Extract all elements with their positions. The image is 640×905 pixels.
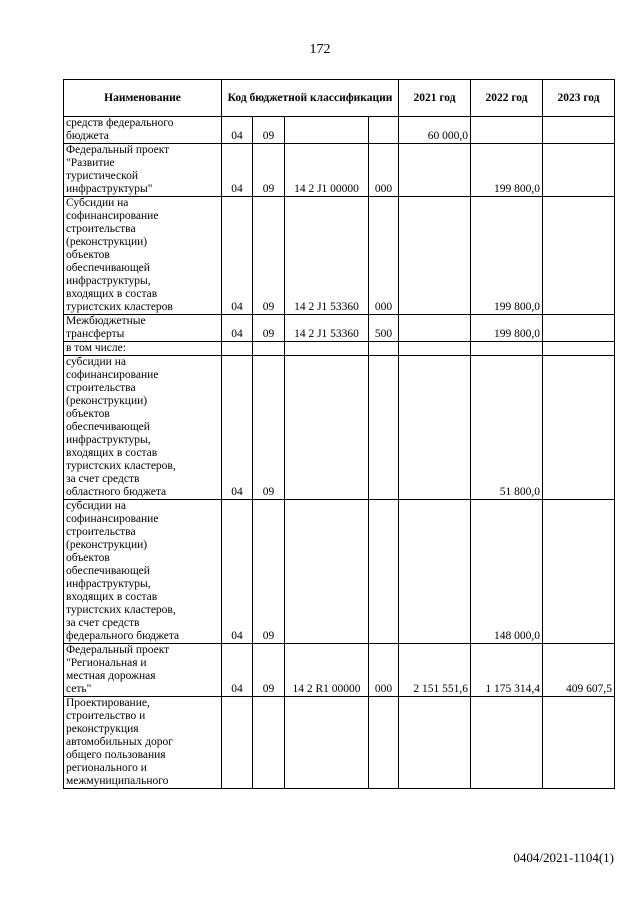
row-2023	[543, 342, 615, 356]
row-2022: 199 800,0	[471, 197, 543, 315]
row-code-article	[285, 117, 369, 144]
row-code-article: 14 2 J1 53360	[285, 315, 369, 342]
row-code-expense-type	[369, 697, 399, 789]
row-code-article: 14 2 J1 53360	[285, 197, 369, 315]
table-row	[64, 315, 615, 342]
row-name: в том числе:	[64, 342, 222, 356]
row-code-article	[285, 356, 369, 500]
row-2023	[543, 117, 615, 144]
row-code-section: 04	[222, 315, 253, 342]
row-2021	[399, 315, 471, 342]
row-2021	[399, 500, 471, 644]
page-number: 172	[309, 42, 331, 57]
row-code-section: 04	[222, 197, 253, 315]
row-name: Федеральный проект "Региональная и местная дорожная сеть"	[64, 644, 222, 697]
row-2022	[471, 697, 543, 789]
row-2022: 148 000,0	[471, 500, 543, 644]
row-code-article	[285, 342, 369, 356]
row-code-expense-type	[369, 500, 399, 644]
row-code-expense-type: 500	[369, 315, 399, 342]
row-code-expense-type	[369, 117, 399, 144]
row-code-section: 04	[222, 356, 253, 500]
row-code-article	[285, 697, 369, 789]
row-code-section: 04	[222, 117, 253, 144]
row-code-section	[222, 342, 253, 356]
row-2021	[399, 197, 471, 315]
row-2022	[471, 342, 543, 356]
row-code-subsection: 09	[253, 500, 285, 644]
row-name: Федеральный проект "Развитие туристической инфраструктуры"	[64, 144, 222, 197]
row-code-subsection: 09	[253, 356, 285, 500]
table-row	[64, 342, 615, 356]
header-2021: 2021 год	[399, 80, 471, 117]
row-name: субсидии на софинансирование строительства (реконструкции) объектов обеспечивающей инфраструктуры, входящих в состав туристских кластеров, за счет средств федерального бюджета	[64, 500, 222, 644]
row-code-expense-type	[369, 356, 399, 500]
row-2021	[399, 356, 471, 500]
row-code-article: 14 2 R1 00000	[285, 644, 369, 697]
row-code-subsection	[253, 697, 285, 789]
table-row	[64, 697, 615, 789]
row-code-expense-type: 000	[369, 644, 399, 697]
header-name: Наименование	[64, 80, 222, 117]
row-name: Межбюджетные трансферты	[64, 315, 222, 342]
table-row	[64, 117, 615, 144]
row-code-subsection: 09	[253, 117, 285, 144]
row-code-section: 04	[222, 144, 253, 197]
table-row	[64, 644, 615, 697]
row-2021	[399, 342, 471, 356]
row-code-article: 14 2 J1 00000	[285, 144, 369, 197]
row-2023	[543, 144, 615, 197]
table-header-row	[64, 80, 615, 117]
row-name: Субсидии на софинансирование строительства (реконструкции) объектов обеспечивающей инфраструктуры, входящих в состав туристских кластеров	[64, 197, 222, 315]
row-2023: 409 607,5	[543, 644, 615, 697]
row-2022: 51 800,0	[471, 356, 543, 500]
budget-table	[63, 79, 615, 789]
table-row	[64, 500, 615, 644]
table-row	[64, 356, 615, 500]
row-code-article	[285, 500, 369, 644]
row-code-section: 04	[222, 644, 253, 697]
table-row	[64, 197, 615, 315]
row-code-subsection: 09	[253, 644, 285, 697]
row-2021: 60 000,0	[399, 117, 471, 144]
row-name: средств федерального бюджета	[64, 117, 222, 144]
row-code-expense-type: 000	[369, 197, 399, 315]
row-2023	[543, 315, 615, 342]
row-2021	[399, 144, 471, 197]
row-2022: 199 800,0	[471, 315, 543, 342]
header-2022: 2022 год	[471, 80, 543, 117]
row-name: субсидии на софинансирование строительства (реконструкции) объектов обеспечивающей инфраструктуры, входящих в состав туристских кластеров, за счет средств областного бюджета	[64, 356, 222, 500]
row-code-subsection: 09	[253, 144, 285, 197]
header-code: Код бюджетной классификации	[222, 80, 399, 117]
row-2022: 1 175 314,4	[471, 644, 543, 697]
row-2023	[543, 697, 615, 789]
row-code-subsection: 09	[253, 315, 285, 342]
row-2021	[399, 697, 471, 789]
row-2023	[543, 197, 615, 315]
header-2023: 2023 год	[543, 80, 615, 117]
document-code: 0404/2021-1104(1)	[513, 850, 614, 865]
row-2023	[543, 356, 615, 500]
row-code-expense-type: 000	[369, 144, 399, 197]
row-code-expense-type	[369, 342, 399, 356]
row-code-section: 04	[222, 500, 253, 644]
row-2022: 199 800,0	[471, 144, 543, 197]
row-name: Проектирование, строительство и реконструкция автомобильных дорог общего пользования регионального и межмуниципального	[64, 697, 222, 789]
row-code-subsection: 09	[253, 197, 285, 315]
table-row	[64, 144, 615, 197]
row-code-section	[222, 697, 253, 789]
row-2021: 2 151 551,6	[399, 644, 471, 697]
row-2023	[543, 500, 615, 644]
row-code-subsection	[253, 342, 285, 356]
row-2022	[471, 117, 543, 144]
